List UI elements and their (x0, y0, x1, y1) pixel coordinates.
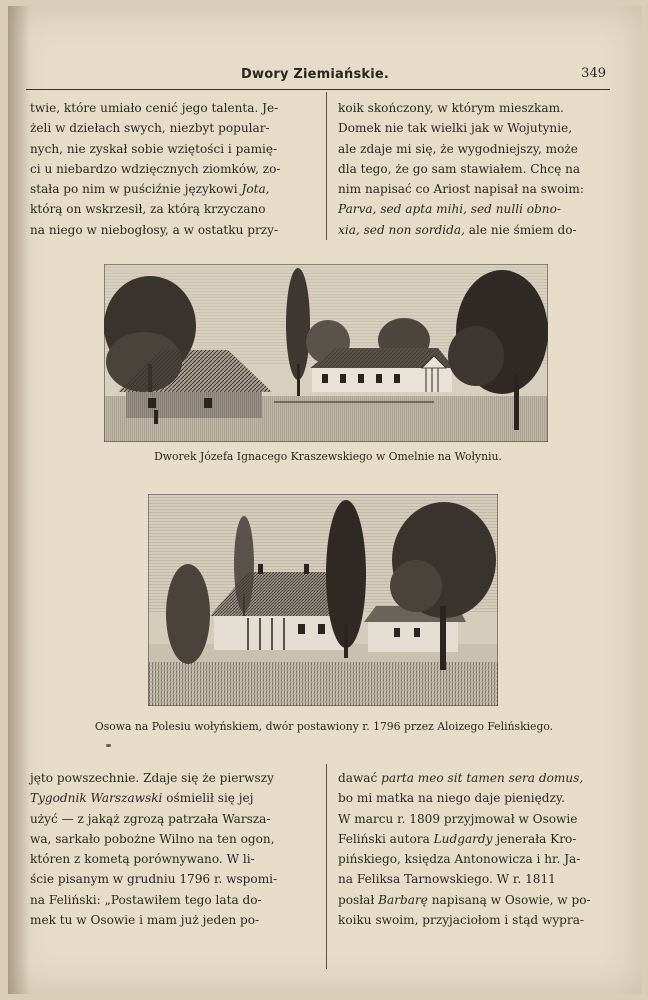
text-line (338, 829, 610, 849)
running-title: Dwory Ziemiańskie. (241, 67, 390, 82)
text-line (338, 220, 608, 240)
italic-quote: parta meo sit tamen sera domus, (381, 771, 584, 785)
text-line: W marcu r. 1809 przyjmował w Osowie (338, 811, 578, 826)
text-line: jęto powszechnie. Zdaje się że pierwszy (30, 771, 274, 785)
text-line: któren z kometą porównywano. W li- (30, 852, 255, 867)
text-line: koik skończony, w którym mieszkam. (338, 101, 564, 115)
engraving-kraszewski-manor (104, 264, 548, 442)
text-column-top-right (338, 98, 608, 240)
text-line (30, 179, 318, 199)
text-line: nych, nie zyskał sobie wziętości i pamię- (30, 141, 278, 156)
gutter-shadow (8, 6, 30, 994)
text-line: twie, które umiało cenić jego talenta. Je- (30, 101, 279, 115)
text-line: koiku swoim, przyjaciołom i stąd wypra- (338, 913, 585, 928)
text-line: ście pisanym w grudniu 1796 r. wspomi- (30, 872, 278, 887)
text-line: ci u niebardzo wdzięcznych ziomków, zo- (30, 161, 281, 176)
text-span: ośmielił się jej (162, 791, 254, 806)
text-line (30, 788, 322, 808)
text-line: ale zdaje mi się, że wygodniejszy, może (338, 141, 578, 156)
text-line: nim napisać co Ariost napisał na swoim: (338, 182, 584, 197)
text-line: żeli w dziełach swych, niezbyt popular- (30, 121, 270, 136)
text-line (338, 890, 610, 910)
text-span: dawać (338, 771, 382, 785)
text-line: wa, sarkało pobożne Wilno na ten ogon, (30, 831, 275, 846)
text-line (338, 768, 610, 788)
page-header (26, 64, 610, 90)
figure-caption-1: Dworek Józefa Ignacego Kraszewskiego w Omelnie na Wołyniu. (154, 450, 502, 463)
text-line: na niego w niebogłosy, a w ostatku przy- (30, 222, 279, 237)
text-line: na Feliński: „Postawiłem tego lata do- (30, 892, 262, 907)
text-line: którą on wskrzesił, za którą krzyczano (30, 202, 266, 217)
text-column-top-left (30, 98, 318, 240)
italic-title: Ludgardy (433, 831, 493, 846)
text-span: ale nie śmiem do- (464, 222, 577, 237)
text-line: mek tu w Osowie i mam już jeden po- (30, 913, 260, 928)
text-span: posłał (338, 892, 379, 907)
text-span: napisaną w Osowie, w po- (427, 892, 591, 907)
book-page (8, 6, 642, 994)
text-line: bo mi matka na niego daje pieniędzy. (338, 791, 565, 806)
column-divider-bottom (326, 764, 327, 969)
text-line: użyć — z jakąż zgrozą patrzała Warsza- (30, 811, 271, 826)
text-column-bottom-left (30, 768, 322, 930)
text-line: Domek nie tak wielki jak w Wojutynie, (338, 121, 573, 136)
text-line: na Feliksa Tarnowskiego. W r. 1811 (338, 872, 556, 887)
text-span: jenerała Kro- (492, 831, 577, 846)
engraving-osowa-manor (148, 494, 498, 706)
italic-title: Tygodnik Warszawski (30, 791, 163, 806)
text-line: pińskiego, księdza Antonowicza i hr. Ja- (338, 852, 581, 867)
italic-word: Jota, (241, 182, 270, 197)
figure-caption-2: Osowa na Polesiu wołyńskiem, dwór postawiony r. 1796 przez Aloizego Felińskiego. (94, 720, 554, 733)
paper-speck (106, 744, 111, 747)
page-number: 349 (581, 66, 606, 81)
italic-title: Barbarę (378, 892, 428, 907)
column-divider-top (326, 92, 327, 240)
text-column-bottom-right (338, 768, 610, 930)
text-span: stała po nim w puściźnie językowi (30, 182, 242, 197)
italic-span: xia, sed non sordida, (338, 222, 465, 237)
italic-line: Parva, sed apta mihi, sed nulli obno- (338, 202, 561, 217)
text-line: dla tego, że go sam stawiałem. Chcę na (338, 161, 581, 176)
text-span: Feliński autora (338, 831, 434, 846)
